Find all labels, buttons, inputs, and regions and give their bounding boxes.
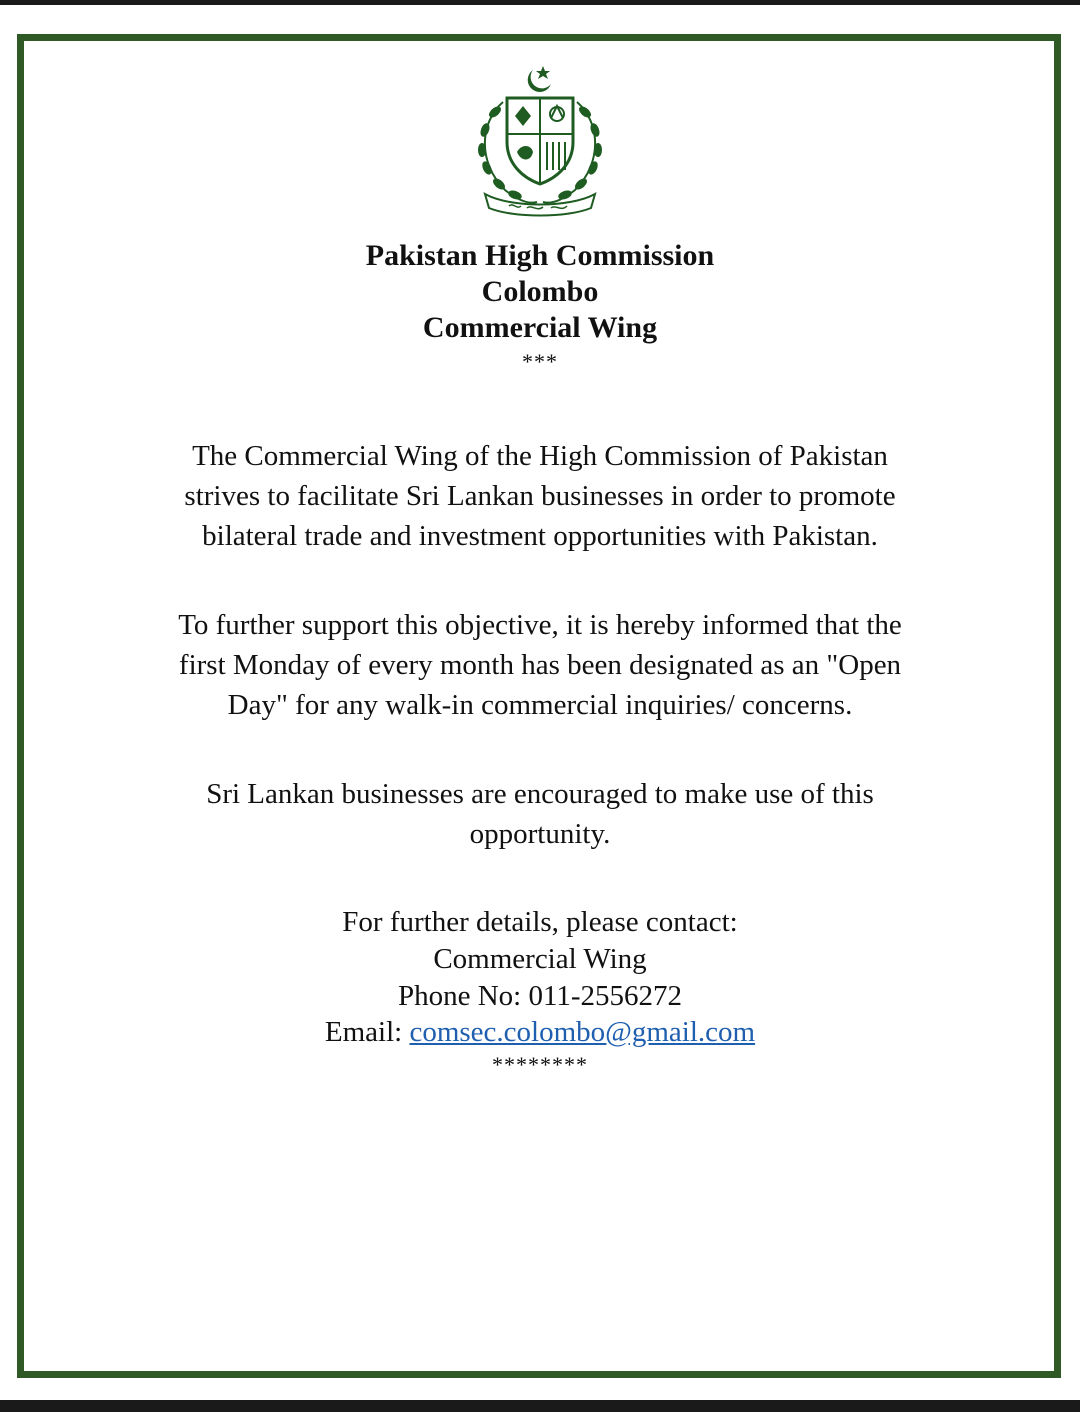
paragraph-2-line-3: Day" for any walk-in commercial inquiries/ concerns.	[227, 689, 853, 721]
paragraph-2-line-1: To further support this objective, it is hereby informed that the	[178, 609, 902, 641]
paragraph-2-line-2: first Monday of every month has been designated as an "Open	[178, 649, 902, 681]
bottom-edge-rule	[0, 1400, 1080, 1412]
paragraph-2	[130, 605, 950, 725]
contact-email-line	[0, 1014, 1080, 1051]
paragraph-3-line-1: Sri Lankan businesses are encouraged to make use of this	[206, 778, 874, 810]
paragraph-3	[130, 774, 950, 854]
state-emblem-icon	[465, 62, 615, 217]
contact-intro: For further details, please contact:	[342, 906, 738, 938]
heading-line-2: Colombo	[481, 275, 599, 308]
paragraph-1-line-3: bilateral trade and investment opportunities with Pakistan.	[202, 520, 878, 552]
closing-separator: ********	[492, 1052, 588, 1077]
heading-line-3: Commercial Wing	[422, 311, 658, 344]
top-edge-rule	[0, 0, 1080, 5]
heading-line-1: Pakistan High Commission	[365, 239, 715, 272]
contact-email-link[interactable]: comsec.colombo@gmail.com	[409, 1016, 756, 1048]
paragraph-1-line-1: The Commercial Wing of the High Commission of Pakistan	[192, 440, 888, 472]
paragraph-1	[130, 436, 950, 556]
paragraph-1-line-2: strives to facilitate Sri Lankan businesses in order to promote	[184, 480, 896, 512]
contact-office: Commercial Wing	[433, 943, 647, 975]
heading-separator: ***	[522, 349, 558, 374]
contact-phone: Phone No: 011-2556272	[397, 980, 683, 1012]
paragraph-3-line-2: opportunity.	[469, 818, 611, 850]
contact-email-label: Email:	[324, 1016, 403, 1048]
